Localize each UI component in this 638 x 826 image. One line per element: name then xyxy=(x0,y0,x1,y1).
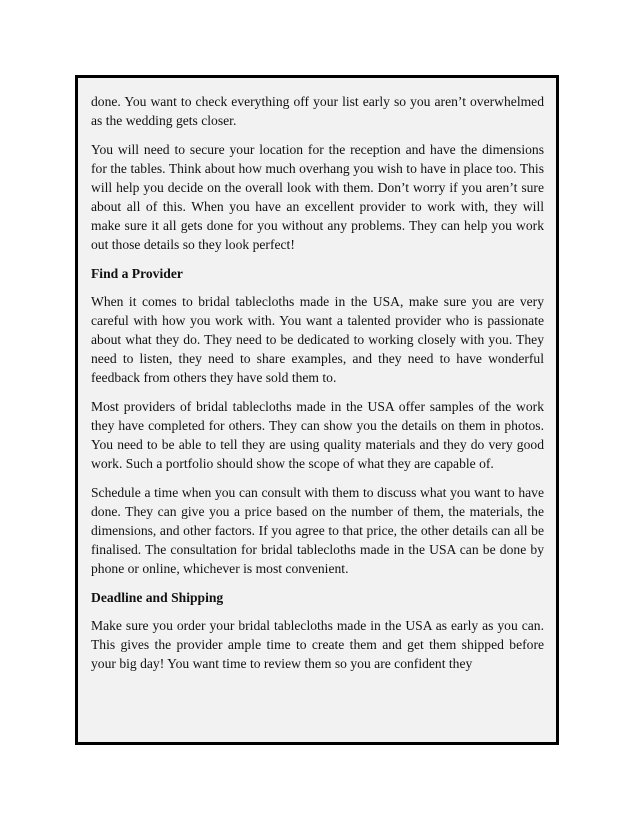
paragraph-continuation: done. You want to check everything off your list early so you aren’t overwhelmed as the wedding gets closer. xyxy=(91,94,544,128)
heading-find-provider: Find a Provider xyxy=(91,266,183,281)
paragraph-provider: When it comes to bridal tablecloths made in the USA, make sure you are very careful with how you work with. You want a talented provider who is passionate about what they do. They need to be dedicated to working closely with you. They need to listen, they need to share examples, and they need to have wonderful feedback from others they have sold them to. xyxy=(91,294,544,385)
paragraph-samples: Most providers of bridal tablecloths made in the USA offer samples of the work they have completed for others. They can show you the details on them in photos. You need to be able to tell they are using quality materials and they do very good work. Such a portfolio should show the scope of what they are capable of. xyxy=(91,399,544,471)
paragraph-consult: Schedule a time when you can consult with them to discuss what you want to have done. They can give you a price based on the number of them, the materials, the dimensions, and other factors. If you agree to that price, the other details can all be finalised. The consultation for bridal tablecloths made in the USA can be done by phone or online, whichever is most convenient. xyxy=(91,485,544,576)
paragraph-location: You will need to secure your location for the reception and have the dimensions for the tables. Think about how much overhang you wish to have in place too. This will help you decide on the overall look with them. Don’t worry if you aren’t sure about all of this. When you have an excellent provider to work with, they will make sure it all gets done for you without any problems. They can help you work out those details so they look perfect! xyxy=(91,142,544,252)
heading-deadline-shipping: Deadline and Shipping xyxy=(91,590,224,605)
paragraph-order-early: Make sure you order your bridal tablecloths made in the USA as early as you can. This gives the provider ample time to create them and get them shipped before your big day! You want time to review them so you are confident they xyxy=(91,618,544,671)
content-frame xyxy=(75,75,559,745)
